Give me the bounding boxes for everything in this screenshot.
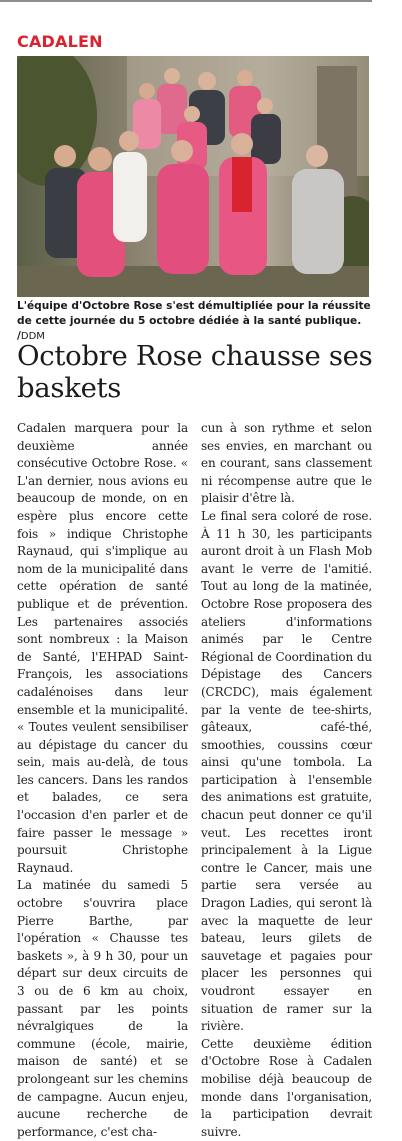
paragraph: cun à son rythme et selon ses envies, en marchant ou en courant, sans classement ni récompense autre que le plaisir d'être là. [201, 421, 372, 506]
person-head [164, 68, 180, 84]
caption-text: L'équipe d'Octobre Rose s'est démultipliée pour la réussite de cette journée du 5 octobre dédiée à la santé publique. / [17, 300, 371, 342]
section-label: CADALEN [17, 32, 103, 51]
top-rule-gap [372, 0, 402, 6]
top-rule [0, 0, 402, 2]
person-body [157, 164, 209, 274]
person-head [257, 98, 273, 114]
person-head [54, 145, 76, 167]
article-column-2 [201, 420, 372, 1141]
article-headline: Octobre Rose chausse ses baskets [17, 340, 373, 404]
person-head [184, 106, 200, 122]
paragraph: Cette deuxième édition d'Octobre Rose à Cadalen mobilise déjà beaucoup de monde dans l'organisation, la participation devrait suivre. [201, 1036, 372, 1139]
person-head [139, 83, 155, 99]
person-head [171, 140, 193, 162]
person-head [231, 133, 253, 155]
paragraph: Le final sera coloré de rose. À 11 h 30, les participants auront droit à un Flash Mob avant le verre de l'amitié. Tout au long de la matinée, Octobre Rose proposera des ateliers d'informations animés par le Centre Régional de Coordination du Dépistage des Cancers (CRCDC), mais également par la vente de tee-shirts, gâteaux, café-thé, smoothies, coussins cœur ainsi qu'une tombola. La participation à l'ensemble des animations est gratuite, chacun peut donner ce qu'il veut. Les recettes iront principalement à la Ligue contre le Cancer, mais une partie sera versée au Dragon Ladies, qui seront là avec la maquette de leur bateau, leurs gilets de sauvetage et pagaies pour placer les personnes qui voudront essayer en situation de ramer sur la rivière. [201, 508, 372, 1034]
person-body [251, 114, 281, 164]
scarf [232, 157, 252, 212]
photo-caption [17, 299, 377, 344]
paragraph: Cadalen marquera pour la deuxième année consécutive Octobre Rose. « L'an dernier, nous avions eu beaucoup de monde, on en espère plus encore cette fois » indique Christophe Raynaud, qui s'implique au nom de la municipalité dans cette opération de santé publique et de prévention. Les partenaires associés sont nombreux : la Maison de Santé, l'EHPAD Saint-François, les associations cadalénoises dans leur ensemble et la municipalité. « Toutes veulent sensibiliser au dépistage du cancer du sein, mais au-delà, de tous les cancers. Dans les randos et balades, ce sera l'occasion d'en parler et de faire passer le message » poursuit Christophe Raynaud. [17, 421, 188, 875]
person-head [88, 147, 112, 171]
person-head [306, 145, 328, 167]
paragraph: La matinée du samedi 5 octobre s'ouvrira place Pierre Barthe, par l'opération « Chausse tes baskets », à 9 h 30, pour un départ sur deux circuits de 3 ou de 6 km au choix, passant par les points névralgiques de la commune (école, mairie, maison de santé) et se prolongeant sur les chemins de campagne. Aucun enjeu, aucune recherche de performance, c'est cha- [17, 878, 188, 1139]
group-photo [17, 56, 369, 297]
person-body [113, 152, 147, 242]
caption-credit: DDM [20, 331, 45, 342]
article-column-1 [17, 420, 188, 1141]
person-head [198, 72, 216, 90]
person-head [119, 131, 139, 151]
person-body [292, 169, 344, 274]
person-head [237, 70, 253, 86]
